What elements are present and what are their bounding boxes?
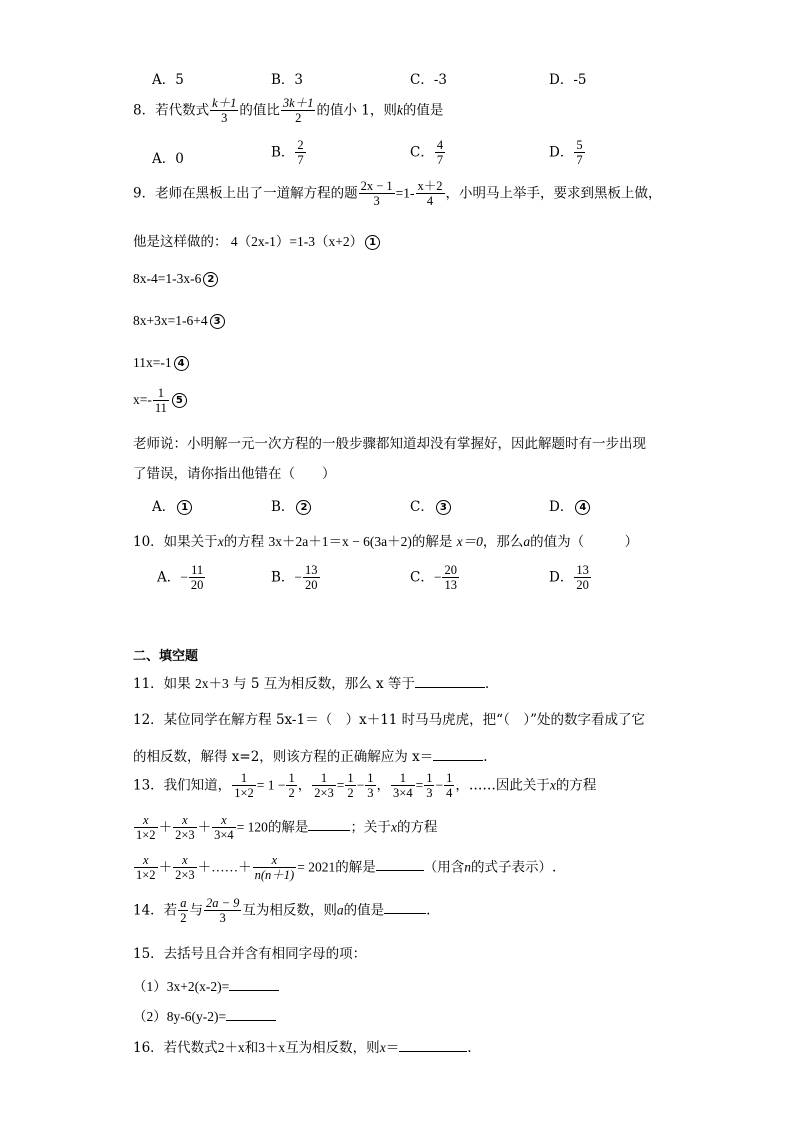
answer-blank[interactable]: [433, 748, 483, 761]
circled-4-icon: 4: [174, 356, 189, 371]
q9-stem: 9．老师在黑板上出了一道解方程的题 $\frac{2x - 1}{3}$ =1- $\frac{x+2}{4}$ ，小明马上举手，要求到黑板上做，: [133, 179, 662, 209]
q9-step-1: 他是这样做的： 4（2x-1）=1-3（x+2） 1: [133, 230, 380, 250]
answer-blank[interactable]: [384, 901, 426, 914]
circled-5-icon: 5: [172, 393, 187, 408]
answer-blank[interactable]: [376, 858, 424, 871]
q9-fraction-1: $\frac{2x - 1}{3}$: [360, 179, 393, 209]
q15-part-2: （2）8y-6(y-2)=: [133, 1005, 276, 1025]
q9-option-c: C． 3: [410, 495, 451, 515]
q8-stem: 8．若代数式 $\frac{k+1}{3}$ 的值比 $\frac{3k+1}{2}$ 的值小 1，则k的值是: [133, 96, 444, 126]
q11: 11．如果 2x＋3 与 5 互为相反数，那么 x 等于 .: [133, 676, 490, 692]
q9-option-b: B． 2: [271, 495, 311, 515]
q8-fraction-1: $\frac{k+1}{3}$: [212, 96, 237, 126]
q13-line-2: $\frac{x}{1\times 2}$ ＋ $\frac{x}{2\times 3}$ ＋ $\frac{x}{3\times 4}$ = 120的解是 ；关于x的方程: [136, 813, 438, 843]
q8-option-d: D． $\frac{5}{7}$: [549, 138, 583, 168]
q12-line-1: 12．某位同学在解方程 5x-1＝（ ）x＋11 时马马虎虎，把“（ ）”处的数字看成了它: [133, 712, 645, 728]
q9-step-4: 11x=-1 4: [133, 355, 189, 371]
q10-option-d: D． $\frac{13}{20}$: [549, 563, 589, 593]
answer-blank[interactable]: [229, 978, 279, 991]
q7-option-b: B．3: [271, 72, 304, 88]
q10-option-a: A．− $\frac{11}{20}$: [157, 563, 204, 593]
q10-stem: 10．如果关于x的方程 3x＋2a＋1＝x − 6(3a＋2)的解是 x＝0，那么a的值为（ ）: [133, 534, 639, 550]
q8-option-a: A．0: [152, 151, 184, 167]
q9-step-5: x=- $\frac{1}{11}$ 5: [133, 386, 187, 416]
q7-option-a: A．5: [152, 72, 184, 88]
q12-line-2: 的相反数，解得 x=2，则该方程的正确解应为 x＝ .: [133, 749, 488, 765]
q13-line-1: 13．我们知道， $\frac{1}{1\times 2}$ = 1 − $\frac{1}{2}$ ， $\frac{1}{2\times 3}$ = $\frac{1}{2}$ − $\frac{1}{3}$ ， $\frac{1}{3\times 4}$ = $\frac{1}{3}$ − $\frac{1}{4}$ ，……因此关于x的方程: [133, 771, 597, 801]
q9-option-a: A． 1: [152, 495, 192, 515]
q16: 16．若代数式2＋x和3＋x互为相反数，则x＝ .: [133, 1040, 472, 1056]
circled-3-icon: 3: [210, 314, 225, 329]
q8-option-c: C． $\frac{4}{7}$: [410, 138, 444, 168]
q15-title: 15．去括号且合并含有相同字母的项：: [133, 946, 367, 962]
section-heading: 二、填空题: [133, 649, 199, 664]
q7-option-c: C．-3: [410, 72, 447, 88]
circled-1-icon: 1: [365, 235, 380, 250]
answer-blank[interactable]: [226, 1008, 276, 1021]
answer-blank[interactable]: [308, 818, 350, 831]
circled-2-icon: 2: [203, 272, 218, 287]
q9-option-d: D． 4: [549, 495, 590, 515]
q9-step-2: 8x-4=1-3x-6 2: [133, 271, 218, 287]
q9-teacher-line-2: 了错误，请你指出他错在（ ）: [133, 466, 336, 482]
q9-teacher-line-1: 老师说：小明解一元一次方程的一般步骤都知道却没有掌握好，因此解题时有一步出现: [133, 436, 646, 452]
q7-option-d: D．-5: [549, 72, 587, 88]
q13-line-3: $\frac{x}{1\times 2}$ ＋ $\frac{x}{2\times 3}$ ＋……＋ $\frac{x}{n(n+1)}$ = 2021的解是 （用含n的式子表示）.: [136, 853, 557, 883]
answer-blank[interactable]: [399, 1039, 467, 1052]
q15-part-1: （1）3x+2(x-2)=: [133, 975, 279, 995]
q9-fraction-2: $\frac{x+2}{4}$: [417, 179, 443, 209]
q9-step-3: 8x+3x=1-6+4 3: [133, 313, 225, 329]
q8-option-b: B． $\frac{2}{7}$: [271, 138, 304, 168]
q8-fraction-2: $\frac{3k+1}{2}$: [282, 96, 314, 126]
q10-option-b: B．− $\frac{13}{20}$: [271, 563, 318, 593]
q14: 14．若 $\frac{a}{2}$ 与 $\frac{2a - 9}{3}$ 互为相反数，则a的值是 .: [133, 896, 431, 926]
q10-option-c: C．− $\frac{20}{13}$: [410, 563, 457, 593]
answer-blank[interactable]: [415, 675, 485, 688]
